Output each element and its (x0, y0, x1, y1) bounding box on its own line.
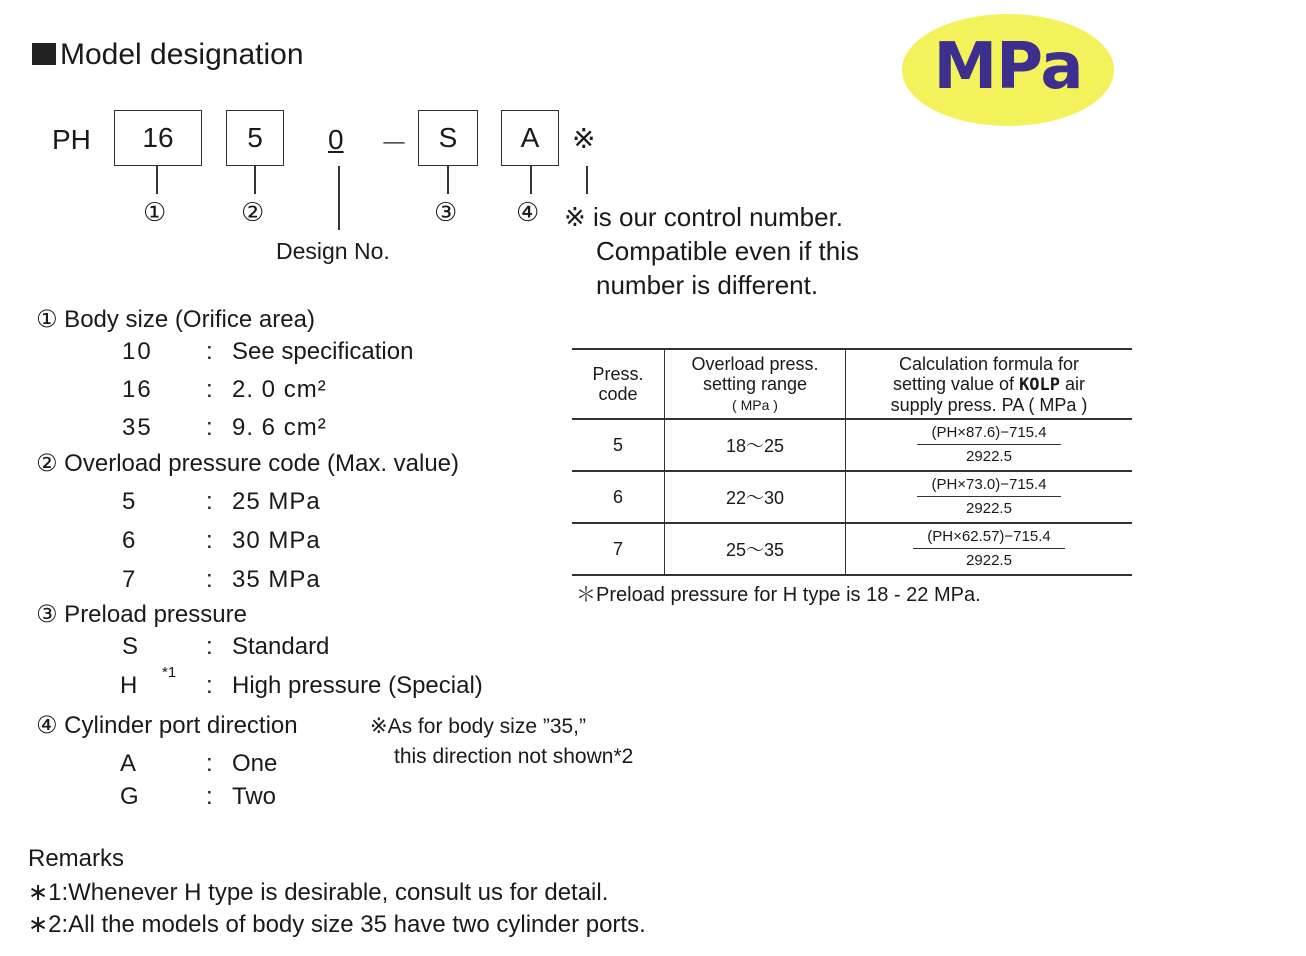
overload-code: 7 (122, 566, 136, 593)
body-size-heading: ① Body size (Orifice area) (36, 306, 315, 333)
code-body-size-box: 16 (114, 110, 202, 166)
header-text: Press. (592, 364, 644, 384)
preload-code: S (122, 633, 139, 660)
formula-numerator: (PH×73.0)−715.4 (917, 476, 1060, 497)
code-port-box: A (501, 110, 559, 166)
overload-heading: ② Overload pressure code (Max. value) (36, 450, 460, 477)
separator: : (206, 338, 213, 365)
table-row (572, 419, 1132, 471)
body-size-desc: 2. 0 cm² (232, 376, 327, 403)
remark-1: ∗1:Whenever H type is desirable, consult us for detail. (28, 879, 609, 906)
code-preload-box: S (418, 110, 478, 166)
cell-range: 22～30 (665, 471, 846, 523)
header-text: Calculation formula for (898, 353, 1080, 374)
formula-denominator: 2922.5 (966, 448, 1012, 465)
control-note-line3: number is different. (596, 270, 819, 300)
separator: : (206, 633, 213, 660)
code-overload-box: 5 (226, 110, 284, 166)
cylinder-port-note1: ※As for body size ”35,” (370, 715, 587, 738)
cell-range: 18～25 (665, 419, 846, 471)
code-control-mark: ※ (572, 122, 596, 155)
table-header-row (572, 349, 1132, 419)
preload-footnote-ref: *1 (162, 664, 177, 681)
section-title (32, 38, 304, 72)
remark-2: ∗2:All the models of body size 35 have two cylinder ports. (28, 911, 646, 938)
cell-range: 25～35 (665, 523, 846, 575)
separator: : (206, 488, 213, 515)
cylinder-port-code: G (120, 783, 139, 810)
marker-3: ③ (434, 198, 458, 228)
body-size-desc: 9. 6 cm² (232, 414, 327, 441)
badge-text: MPa (933, 30, 1083, 104)
title-text: Model designation (60, 38, 304, 71)
separator: : (206, 672, 213, 699)
pressure-table (572, 348, 1132, 576)
cell-code: 7 (572, 523, 665, 575)
cell-formula (846, 419, 1133, 471)
header-press-code (572, 349, 665, 419)
cylinder-port-desc: One (232, 750, 278, 777)
body-size-code: 35 (122, 414, 153, 441)
separator: : (206, 376, 213, 403)
cell-code: 6 (572, 471, 665, 523)
marker-2: ② (241, 198, 265, 228)
code-design-number: 0 (328, 124, 344, 155)
overload-desc: 30 MPa (232, 527, 321, 554)
cell-formula (846, 523, 1133, 575)
connector-line (447, 166, 449, 194)
formula-denominator: 2922.5 (966, 500, 1012, 517)
mpa-badge (902, 14, 1114, 126)
control-note-line2: Compatible even if this (596, 236, 860, 266)
header-text: supply press. PA ( MPa ) (890, 394, 1088, 415)
body-size-code: 16 (122, 376, 153, 403)
preload-code: H (120, 672, 138, 699)
control-note-line1: ※ is our control number. (564, 202, 844, 232)
header-text: code (598, 384, 638, 404)
brand-name: KOLP (1019, 374, 1061, 395)
separator: : (206, 783, 213, 810)
cell-formula (846, 471, 1133, 523)
connector-line (338, 166, 340, 230)
separator: : (206, 527, 213, 554)
header-text: Overload press. (691, 353, 819, 374)
header-overload-range (665, 349, 846, 419)
header-text: setting range (702, 373, 808, 394)
body-size-desc: See specification (232, 338, 414, 365)
overload-code: 5 (122, 488, 136, 515)
table-footnote: ＊Preload pressure for H type is 18 - 22 MPa. (576, 584, 981, 606)
header-unit: ( MPa ) (732, 396, 778, 413)
overload-desc: 35 MPa (232, 566, 321, 593)
connector-line (156, 166, 158, 194)
formula-numerator: (PH×62.57)−715.4 (913, 528, 1064, 549)
cylinder-port-desc: Two (232, 783, 277, 810)
square-bullet-icon (32, 43, 56, 65)
remarks-heading: Remarks (28, 845, 125, 872)
separator: : (206, 750, 213, 777)
preload-desc: Standard (232, 633, 330, 660)
connector-line (530, 166, 532, 194)
formula-numerator: (PH×87.6)−715.4 (917, 424, 1060, 445)
overload-code: 6 (122, 527, 136, 554)
formula-denominator: 2922.5 (966, 552, 1012, 569)
connector-line (586, 166, 588, 194)
code-prefix: PH (52, 124, 91, 155)
table-row (572, 523, 1132, 575)
code-dash: － (380, 128, 409, 159)
header-formula (846, 349, 1133, 419)
separator: : (206, 414, 213, 441)
marker-4: ④ (516, 198, 540, 228)
preload-heading: ③ Preload pressure (36, 601, 247, 628)
cylinder-port-code: A (120, 750, 137, 777)
cell-code: 5 (572, 419, 665, 471)
header-text: setting value of (892, 373, 1020, 394)
table-row (572, 471, 1132, 523)
cylinder-port-heading: ④ Cylinder port direction (36, 712, 298, 739)
separator: : (206, 566, 213, 593)
cylinder-port-note2: this direction not shown*2 (394, 745, 634, 768)
overload-desc: 25 MPa (232, 488, 321, 515)
body-size-code: 10 (122, 338, 153, 365)
preload-desc: High pressure (Special) (232, 672, 483, 699)
header-text: air (1060, 373, 1086, 394)
connector-line (254, 166, 256, 194)
marker-1: ① (143, 198, 167, 228)
design-no-label: Design No. (276, 238, 390, 264)
